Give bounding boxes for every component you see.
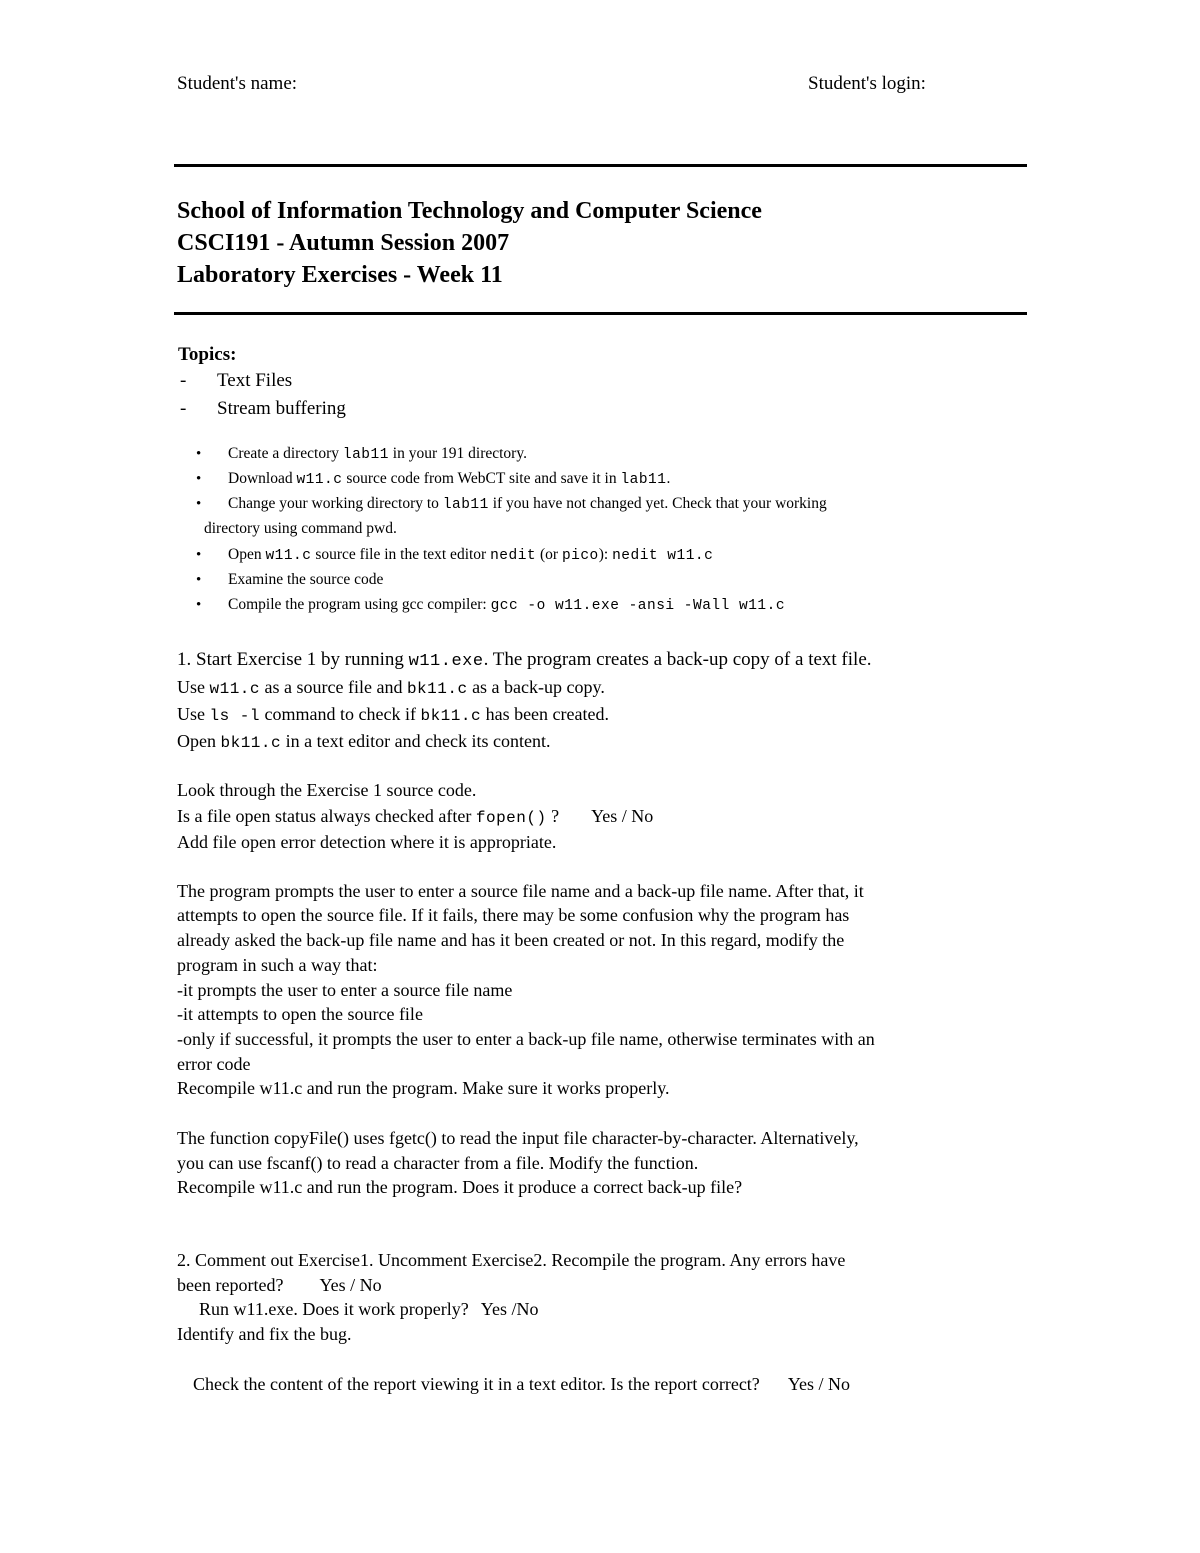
paragraph-line: -only if successful, it prompts the user to enter a back-up file name, otherwise terminates with an	[177, 1029, 875, 1049]
code-text: w11.exe	[408, 652, 484, 671]
instruction-bullet	[196, 543, 713, 568]
topic-item	[180, 369, 292, 394]
bullet-text: source file in the text editor	[311, 546, 491, 563]
instruction-bullet	[196, 568, 383, 592]
bullet-text: source code from WebCT site and save it in	[342, 470, 621, 487]
paragraph-line: -it attempts to open the source file	[177, 1004, 423, 1024]
exercise2-line: Identify and fix the bug.	[177, 1324, 352, 1344]
exercise2-question	[177, 1273, 382, 1298]
exercise-text: command to check if	[260, 704, 421, 724]
exercise1-line	[177, 675, 605, 702]
paragraph-line: already asked the back-up file name and has it been created or not. In this regard, modify the	[177, 930, 845, 950]
yes-no-answer: Yes / No	[787, 1374, 851, 1394]
topic-label: Stream buffering	[217, 398, 346, 419]
exercise1-line: Add file open error detection where it is appropriate.	[177, 832, 557, 852]
yes-no-answer: Yes / No	[319, 1275, 382, 1295]
exercise-text: Run w11.exe. Does it work properly?	[199, 1299, 469, 1319]
exercise2-question	[193, 1372, 850, 1397]
exercise-text: Is a file open status always checked after	[177, 806, 476, 826]
code-text: bk11.c	[420, 707, 482, 725]
exercise-text: been reported?	[177, 1275, 284, 1295]
exercise-text: ?	[546, 806, 560, 826]
bullet-text: if you have not changed yet. Check that your working	[488, 495, 827, 512]
exercise-text: 1. Start Exercise 1 by running	[177, 649, 409, 670]
code-text: w11.c	[209, 680, 261, 698]
student-login-label: Student's login:	[808, 73, 926, 94]
code-text: w11.c	[265, 548, 312, 564]
code-text: lab11	[342, 447, 389, 463]
bullet-text: Change your working directory to	[228, 495, 443, 512]
topic-item	[180, 397, 346, 422]
bullet-text: Examine the source code	[228, 571, 384, 588]
exercise1-question	[177, 804, 653, 831]
yes-no-answer: Yes / No	[591, 806, 654, 826]
title-divider	[174, 312, 1027, 315]
paragraph-line: attempts to open the source file. If it fails, there may be some confusion why the program has	[177, 905, 850, 925]
yes-no-answer: Yes /No	[480, 1299, 539, 1319]
bullet-icon: •	[196, 572, 202, 588]
bullet-text: ):	[598, 546, 613, 563]
paragraph-line: Recompile w11.c and run the program. Does it produce a correct back-up file?	[177, 1177, 743, 1197]
exercise1-line	[177, 729, 551, 756]
exercise2-intro: 2. Comment out Exercise1. Uncomment Exercise2. Recompile the program. Any errors have	[177, 1250, 846, 1270]
instruction-bullet	[196, 593, 785, 618]
topic-dash: -	[180, 370, 187, 391]
code-text: bk11.c	[220, 734, 282, 752]
paragraph-line: program in such a way that:	[177, 955, 378, 975]
code-text: nedit w11.c	[612, 548, 714, 564]
top-divider	[174, 164, 1027, 167]
bullet-text: (or	[536, 546, 562, 563]
exercise-text: Check the content of the report viewing it in a text editor. Is the report correct?	[193, 1374, 760, 1394]
bullet-icon: •	[196, 446, 202, 462]
exercise1-line: Look through the Exercise 1 source code.	[177, 780, 477, 800]
exercise-text: as a back-up copy.	[467, 677, 605, 697]
exercise1-line	[177, 702, 609, 729]
exercise-text: Use	[177, 677, 210, 697]
paragraph-line: Recompile w11.c and run the program. Make sure it works properly.	[177, 1078, 670, 1098]
bullet-text: Compile the program using gcc compiler:	[228, 596, 491, 613]
exercise1-intro	[177, 648, 872, 675]
exercise2-question	[199, 1297, 538, 1322]
code-text: ls -l	[209, 707, 261, 725]
exercise-text: Use	[177, 704, 210, 724]
code-text: lab11	[442, 497, 489, 513]
topics-heading: Topics:	[178, 344, 237, 365]
bullet-text: Download	[228, 470, 297, 487]
code-text: bk11.c	[406, 680, 468, 698]
exercise-text: Open	[177, 731, 221, 751]
code-text: nedit	[490, 548, 537, 564]
bullet-text: Open	[228, 546, 266, 563]
instruction-bullet	[196, 492, 827, 517]
bullet-text: Create a directory	[228, 445, 343, 462]
paragraph-line: -it prompts the user to enter a source file name	[177, 980, 513, 1000]
code-text: w11.c	[296, 472, 343, 488]
instruction-bullet	[196, 467, 670, 492]
code-text: fopen()	[475, 809, 547, 827]
bullet-icon: •	[196, 597, 202, 613]
paragraph-line: The function copyFile() uses fgetc() to read the input file character-by-character. Alternatively,	[177, 1128, 859, 1148]
paragraph-line: you can use fscanf() to read a character from a file. Modify the function.	[177, 1153, 699, 1173]
bullet-icon: •	[196, 496, 202, 512]
exercise-text: has been created.	[481, 704, 610, 724]
school-title: School of Information Technology and Computer Science	[177, 198, 762, 224]
lab-title: Laboratory Exercises - Week 11	[177, 262, 503, 288]
exercise-text: . The program creates a back-up copy of a text file.	[483, 649, 872, 670]
code-text: pico	[561, 548, 599, 564]
course-title: CSCI191 - Autumn Session 2007	[177, 230, 510, 256]
paragraph-line: error code	[177, 1054, 251, 1074]
bullet-icon: •	[196, 471, 202, 487]
instruction-bullet	[196, 442, 527, 467]
code-text: gcc -o w11.exe -ansi -Wall w11.c	[490, 598, 786, 614]
paragraph-line: The program prompts the user to enter a source file name and a back-up file name. After that, it	[177, 881, 864, 901]
exercise-text: in a text editor and check its content.	[281, 731, 551, 751]
bullet-icon: •	[196, 547, 202, 563]
bullet-text: .	[666, 470, 671, 487]
student-name-label: Student's name:	[177, 73, 298, 94]
exercise-text: as a source file and	[260, 677, 407, 697]
topic-label: Text Files	[217, 370, 293, 391]
bullet-text: in your 191 directory.	[388, 445, 527, 462]
bullet-continuation: directory using command pwd.	[204, 520, 397, 537]
topic-dash: -	[180, 398, 187, 419]
code-text: lab11	[620, 472, 667, 488]
